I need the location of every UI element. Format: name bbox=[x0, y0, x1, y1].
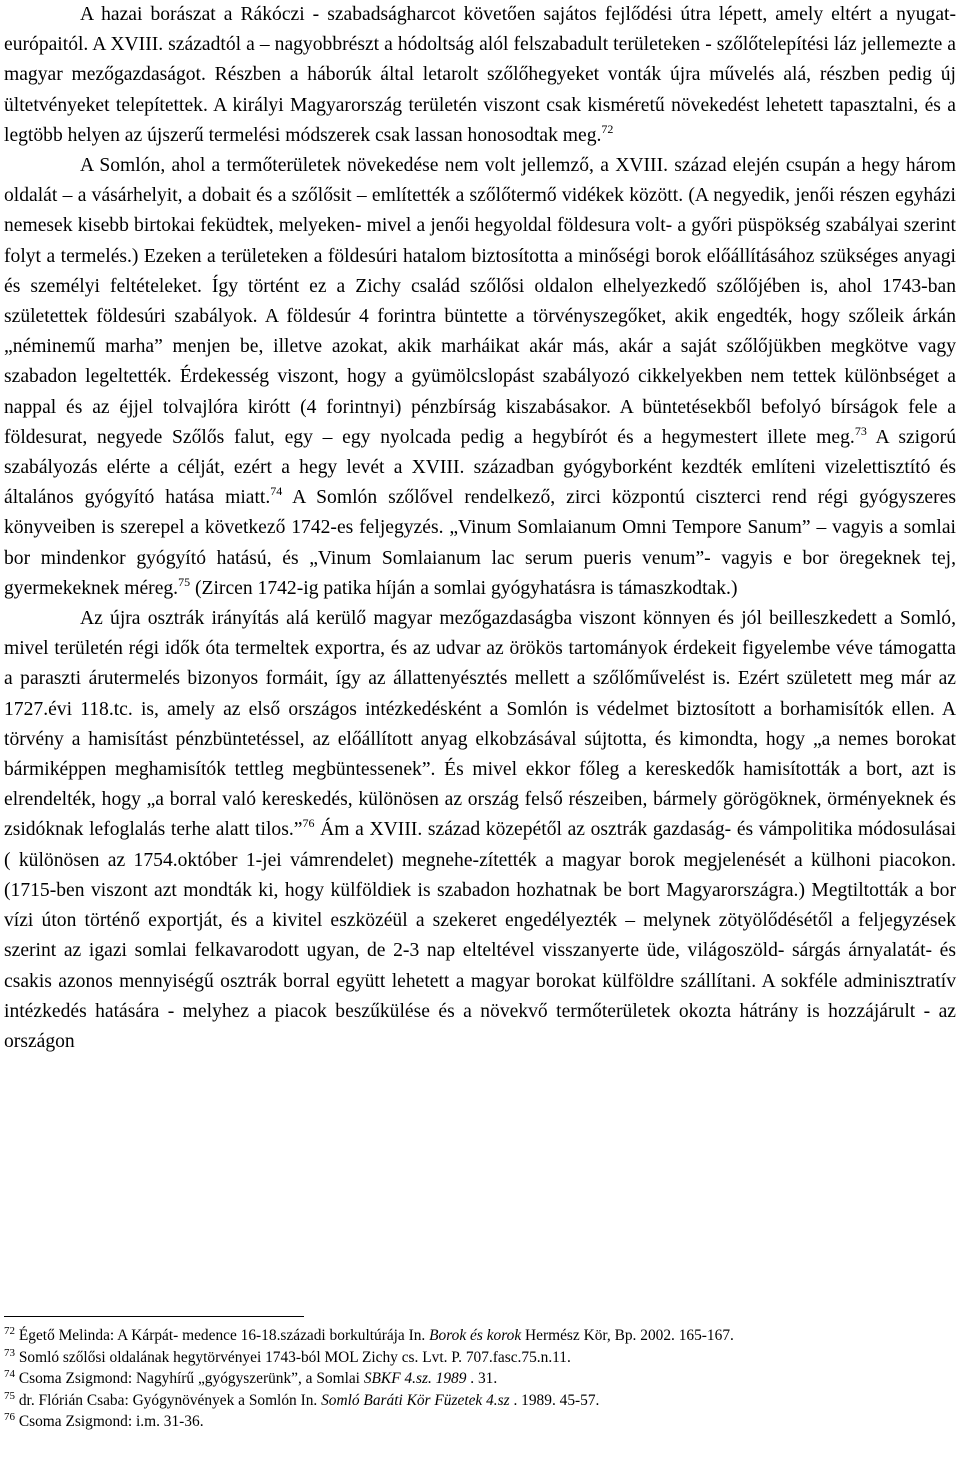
footnote-72 bbox=[4, 1325, 956, 1347]
paragraph-2-text-c: A Somlón szőlővel rendelkező, zirci központú ciszterci rend régi gyógyszeres könyveiben is szerepel a következő 1742-es feljegyzés. „Vinum Somlaianum Omni Tempore Sanum” – vagyis a somlai bor mindenkor gyógyító hatású, és „Vinum Somlaianum lac serum pueris venum”- vagyis e bor öregeknek tej, gyermekeknek méreg. bbox=[4, 487, 956, 599]
footnote-ref-74[interactable]: 74 bbox=[270, 484, 283, 499]
footnote-74 bbox=[4, 1368, 956, 1390]
footnote-text-after: . 31. bbox=[466, 1370, 498, 1387]
footnote-76 bbox=[4, 1411, 956, 1433]
footnote-number: 73 bbox=[4, 1346, 15, 1359]
footnote-text: Somló szőlősi oldalának hegytörvényei 1743-ból MOL Zichy cs. Lvt. P. 707.fasc.75.n.11. bbox=[18, 1348, 571, 1366]
footnote-number: 76 bbox=[4, 1411, 15, 1423]
footnote-text-after: Hermész Kör, Bp. 2002. 165-167. bbox=[521, 1327, 734, 1344]
footnote-ref-73[interactable]: 73 bbox=[854, 423, 867, 438]
footnote-separator bbox=[4, 1316, 304, 1317]
footnote-75 bbox=[4, 1390, 956, 1412]
footnote-text: Csoma Zsigmond: Nagyhírű „gyógyszerünk”, a Somlai bbox=[18, 1370, 360, 1387]
paragraph-3-text-a: Az újra osztrák irányítás alá kerülő magyar mezőgazdaságba viszont könnyen és jól beilleszkedett a Somló, mivel területén régi idők óta termeltek exportra, és az udvar az örökös tartományok érdekeit figyelembe véve támogatta a paraszti árutermelés bizonyos formáit, így az állattenyésztés mellett a szőlőművelést is. Ezért született meg már az 1727.évi 118.tc. is, amely az első országos intézkedésként a Somlón is védelmet biztosított a borhamisítók ellen. A törvény a hamisítást pénzbüntetéssel, az előállított anyag elkobzásával sújtotta, és kimondta, hogy „a nemes borokat bármiképpen meghamisítók tettleg megbüntessenek”. És mivel ekkor főleg a kereskedők hamisították a bort, azt is elrendelték, hogy „a borral való kereskedés, különösen az ország felső részeiben, bármely görögöknek, örményeknek és zsidóknak lefoglalás terhe alatt tilos.” bbox=[4, 608, 956, 841]
paragraph-2-text-b: A szigorú szabályozás elérte a célját, ezért a hegy levét a XVIII. században gyógyborként kezdték említeni vizelettisztító és általános gyógyító hatása miatt. bbox=[4, 426, 956, 509]
footnote-text-after: . 1989. 45-57. bbox=[509, 1391, 600, 1409]
footnote-73 bbox=[4, 1347, 956, 1369]
footnote-ref-76[interactable]: 76 bbox=[302, 816, 315, 831]
paragraph-2-text-d: (Zircen 1742-ig patika híján a somlai gyógyhatásra is támaszkodtak.) bbox=[190, 577, 738, 599]
footnote-italic-title: SBKF 4.sz. 1989 bbox=[363, 1370, 467, 1387]
paragraph-1 bbox=[4, 0, 956, 151]
main-text bbox=[4, 0, 956, 1057]
footnote-number: 75 bbox=[4, 1389, 15, 1402]
footnote-ref-72[interactable]: 72 bbox=[601, 121, 614, 136]
paragraph-3 bbox=[4, 604, 956, 1057]
paragraph-2 bbox=[4, 151, 956, 604]
footnote-number: 74 bbox=[4, 1368, 15, 1380]
document-page bbox=[4, 0, 956, 1057]
footnote-ref-75[interactable]: 75 bbox=[178, 574, 191, 589]
footnote-italic-title: Somló Baráti Kör Füzetek 4.sz bbox=[321, 1391, 510, 1409]
footnote-italic-title: Borok és korok bbox=[429, 1327, 522, 1344]
footnote-text: Égető Melinda: A Kárpát- medence 16-18.századi borkultúrája In. bbox=[18, 1327, 426, 1344]
paragraph-2-text-a: A Somlón, ahol a termőterületek növekedése nem volt jellemző, a XVIII. század elején csupán a hegy három oldalát – a vásárhelyit, a dobait és a szőlősit – említették a szőlőtermő vidékek között. (A negyedik, jenői részen egyházi nemesek kisebb birtokai feküdtek, melyeken- mivel a jenői hegyoldal földesura volt- a győri püspökség szabályai szerint folyt a termelés.) Ezeken a területeken a földesúri hatalom biztosította a minőségi borok előállításához szükséges anyagi és személyi feltételeket. Így történt ez a Zichy család szőlősi oldalon elhelyezkedő szőlőjében is, ahol 1743-ban születettek földesúri szabályok. A földesúr 4 forintra büntette a törvényszegőket, akik engedték, hogy szőleik árkán „néminemű marha” menjen be, illetve azokat, akik marháikat akár más, akár a saját szőlőjükben megkötve vagy szabadon legeltették. Érdekesség viszont, hogy a gyümölcslopást szabályozó cikkelyekben nem tettek különbséget a nappal és az éjjel tolvajlóra kirótt (4 forintnyi) pénzbírság kiszabásakor. A büntetésekből befolyó bírságok fele a földesurat, negyede Szőlős falut, egy – egy nyolcada pedig a hegybírót és a hegymestert illete meg. bbox=[4, 155, 956, 448]
footnote-number: 72 bbox=[4, 1325, 15, 1337]
footnotes bbox=[4, 1325, 956, 1433]
paragraph-3-text-b: Ám a XVIII. század közepétől az osztrák gazdaság- és vámpolitika módosulásai ( különösen az 1754.október 1-jei vámrendelet) megnehe-zítették a magyar borok megjelenését a külhoni piacokon. (1715-ben viszont azt mondták ki, hogy külföldiek is szabadon hozhatnak be bort Magyarországra.) Megtiltották a bor vízi úton történő exportját, és a kivitel eszközéül a szekeret engedélyezték – melynek zötyölődésétől a feljegyzések szerint az igazi somlai felkavarodott ugyan, de 2-3 nap elteltével visszanyerte üde, világoszöld- sárgás árnyalatát- és csakis azonos mennyiségű osztrák borral együtt lehetett a magyar borokat külföldre szállítani. A sokféle adminisztratív intézkedés hatására - melyhez a piacok beszűkülése és a növekvő termőterületek okozta hátrány is hozzájárult - az országon bbox=[4, 819, 957, 1052]
paragraph-1-text: A hazai borászat a Rákóczi - szabadságharcot követően sajátos fejlődési útra lépett, amely eltért a nyugat-európaitól. A XVIII. századtól a – nagyobbrészt a hódoltság alól felszabadult területeken - szőlőtelepítési láz jellemezte a magyar mezőgazdaságot. Részben a háborúk által letarolt szőlőhegyeket vonták újra művelés alá, részben pedig új ültetvényeket telepítettek. A királyi Magyarország területén viszont csak kisméretű növekedést lehetett tapasztalni, és a legtöbb helyen az újszerű termelési módszerek csak lassan honosodtak meg. bbox=[4, 4, 956, 146]
footnote-text: dr. Flórián Csaba: Gyógynövények a Somlón In. bbox=[18, 1391, 318, 1409]
footnote-text: Csoma Zsigmond: i.m. 31-36. bbox=[18, 1413, 204, 1430]
